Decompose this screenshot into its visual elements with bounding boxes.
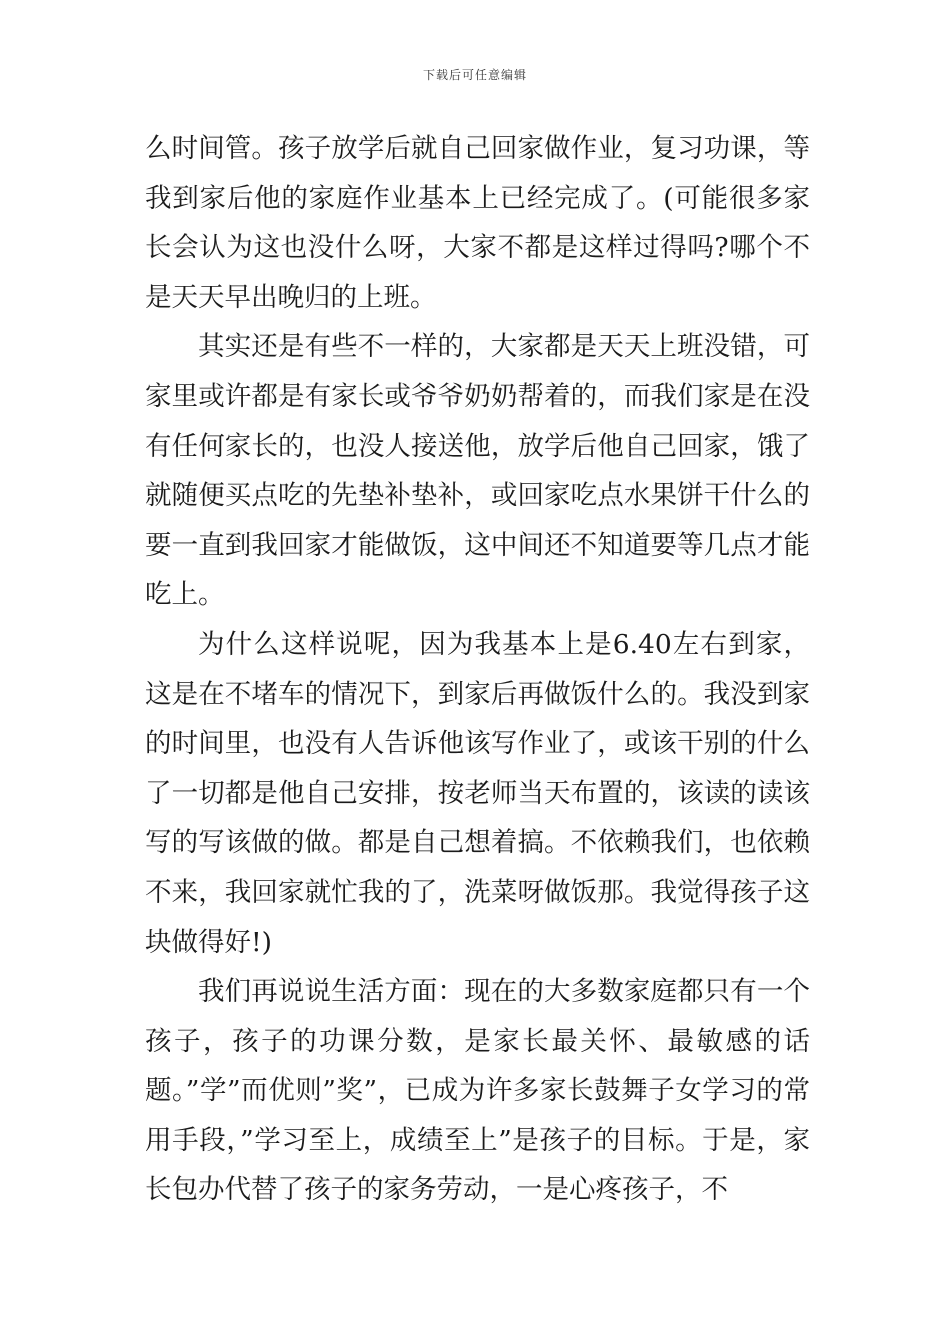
paragraph-3: 为什么这样说呢，因为我基本上是6.40左右到家，这是在不堵车的情况下，到家后再做饭什么的。我没到家的时间里，也没有人告诉他该写作业了，或该干别的什么了一切都是他自己安排，按老师当天布置的，该读的读该写的写该做的做。都是自己想着搞。不依赖我们，也依赖不来，我回家就忙我的了，洗菜呀做饭那。我觉得孩子这块做得好!) — [145, 628, 810, 958]
page-header: 下载后可任意编辑 — [422, 68, 527, 82]
paragraph-2: 其实还是有些不一样的，大家都是天天上班没错，可家里或许都是有家长或爷爷奶奶帮着的，而我们家是在没有任何家长的，也没人接送他，放学后他自己回家，饿了就随便买点吃的先垫补垫补，或回家吃点水果饼干什么的要一直到我回家才能做饭，这中间还不知道要等几点才能吃上。 — [145, 331, 810, 611]
paragraph-1: 么时间管。孩子放学后就自己回家做作业，复习功课，等我到家后他的家庭作业基本上已经完成了。(可能很多家长会认为这也没什么呀，大家不都是这样过得吗?哪个不是天天早出晚归的上班。 — [145, 133, 810, 313]
paragraph-4: 我们再说说生活方面：现在的大多数家庭都只有一个孩子，孩子的功课分数，是家长最关怀、最敏感的话题。”学”而优则”奖”，已成为许多家长鼓舞子女学习的常用手段，”学习至上，成绩至上”是孩子的目标。于是，家长包办代替了孩子的家务劳动，一是心疼孩子，不 — [145, 976, 810, 1206]
document-body — [145, 124, 810, 1215]
